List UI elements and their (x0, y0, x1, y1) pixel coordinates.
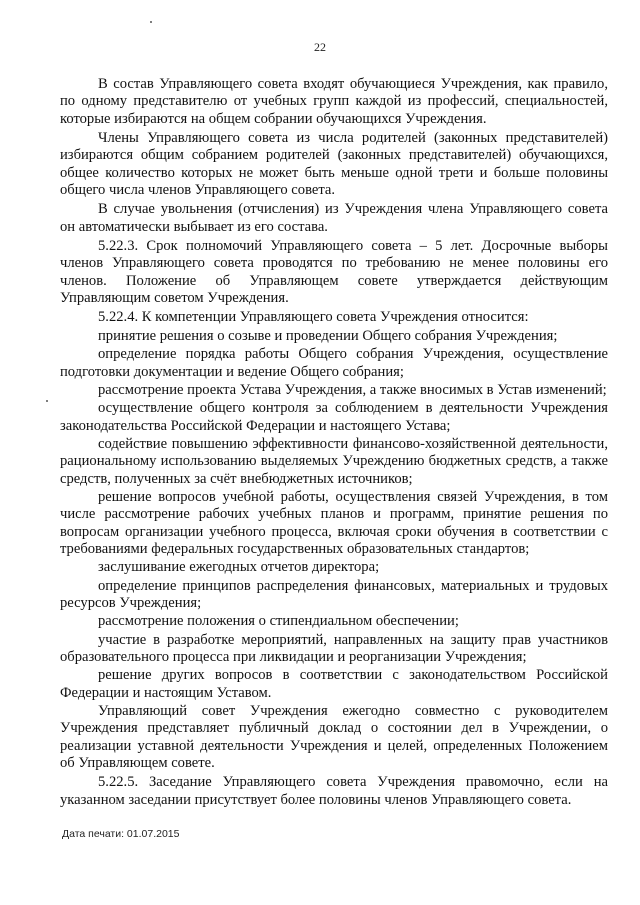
list-item: определение принципов распределения финансовых, материальных и трудовых ресурсов Учреждения; (60, 577, 608, 611)
list-item: участие в разработке мероприятий, направленных на защиту прав участников образовательного процесса при ликвидации и реорганизации Учреждения; (60, 631, 608, 665)
paragraph: Управляющий совет Учреждения ежегодно совместно с руководителем Учреждения представляет публичный доклад о состоянии дел в Учреждении, о реализации уставной деятельности Учреждения и целей, определенных Положением об Управляющем совете. (60, 703, 608, 772)
paragraph: В состав Управляющего совета входят обучающиеся Учреждения, как правило, по одному представителю от учебных групп каждой из профессий, специальностей, которые избираются на общем собрании обучающихся Учреждения. (60, 76, 608, 127)
list-item: рассмотрение положения о стипендиальном обеспечении; (98, 613, 459, 630)
list-item: принятие решения о созыве и проведении Общего собрания Учреждения; (98, 327, 558, 344)
scan-speck (46, 400, 48, 402)
list-item: решение других вопросов в соответствии с законодательством Российской Федерации и настоящим Уставом. (60, 667, 608, 701)
print-date: Дата печати: 01.07.2015 (62, 828, 180, 840)
paragraph: 5.22.3. Срок полномочий Управляющего совета – 5 лет. Досрочные выборы членов Управляющего совета проводятся по требованию не менее половины его членов. Положение об Управляющем совете утверждается действующим Управляющим советом Учреждения. (60, 238, 608, 307)
list-item: заслушивание ежегодных отчетов директора; (98, 559, 380, 576)
paragraph: 5.22.4. К компетенции Управляющего совета Учреждения относится: (98, 309, 529, 326)
scan-speck (150, 21, 152, 23)
page-number: 22 (314, 40, 326, 54)
paragraph: 5.22.5. Заседание Управляющего совета Учреждения правомочно, если на указанном заседании присутствует более половины членов Управляющего совета. (60, 774, 608, 808)
paragraph: Члены Управляющего совета из числа родителей (законных представителей) избираются общим собранием родителей (законных представителей) обучающихся, общее количество которых не может быть меньше одной трети и больше половины общего числа членов Управляющего совета. (60, 130, 608, 199)
list-item: осуществление общего контроля за соблюдением в деятельности Учреждения законодательства Российской Федерации и настоящего Устава; (60, 400, 608, 434)
list-item: определение порядка работы Общего собрания Учреждения, осуществление подготовки документации и ведение Общего собрания; (60, 346, 608, 380)
list-item: рассмотрение проекта Устава Учреждения, а также вносимых в Устав изменений; (98, 381, 607, 398)
list-item: решение вопросов учебной работы, осуществления связей Учреждения, в том числе рассмотрение рабочих учебных планов и программ, принятие решения по вопросам организации учебного процесса, включая сроки обучения в соответствии с требованиями федеральных государственных образовательных стандартов; (60, 488, 608, 557)
paragraph: В случае увольнения (отчисления) из Учреждения члена Управляющего совета он автоматически выбывает из его состава. (60, 201, 608, 235)
document-body (60, 76, 608, 811)
list-item: содействие повышению эффективности финансово-хозяйственной деятельности, рациональному использованию выделяемых Учреждению бюджетных средств, а также средств, полученных за счёт внебюджетных источников; (60, 435, 608, 487)
